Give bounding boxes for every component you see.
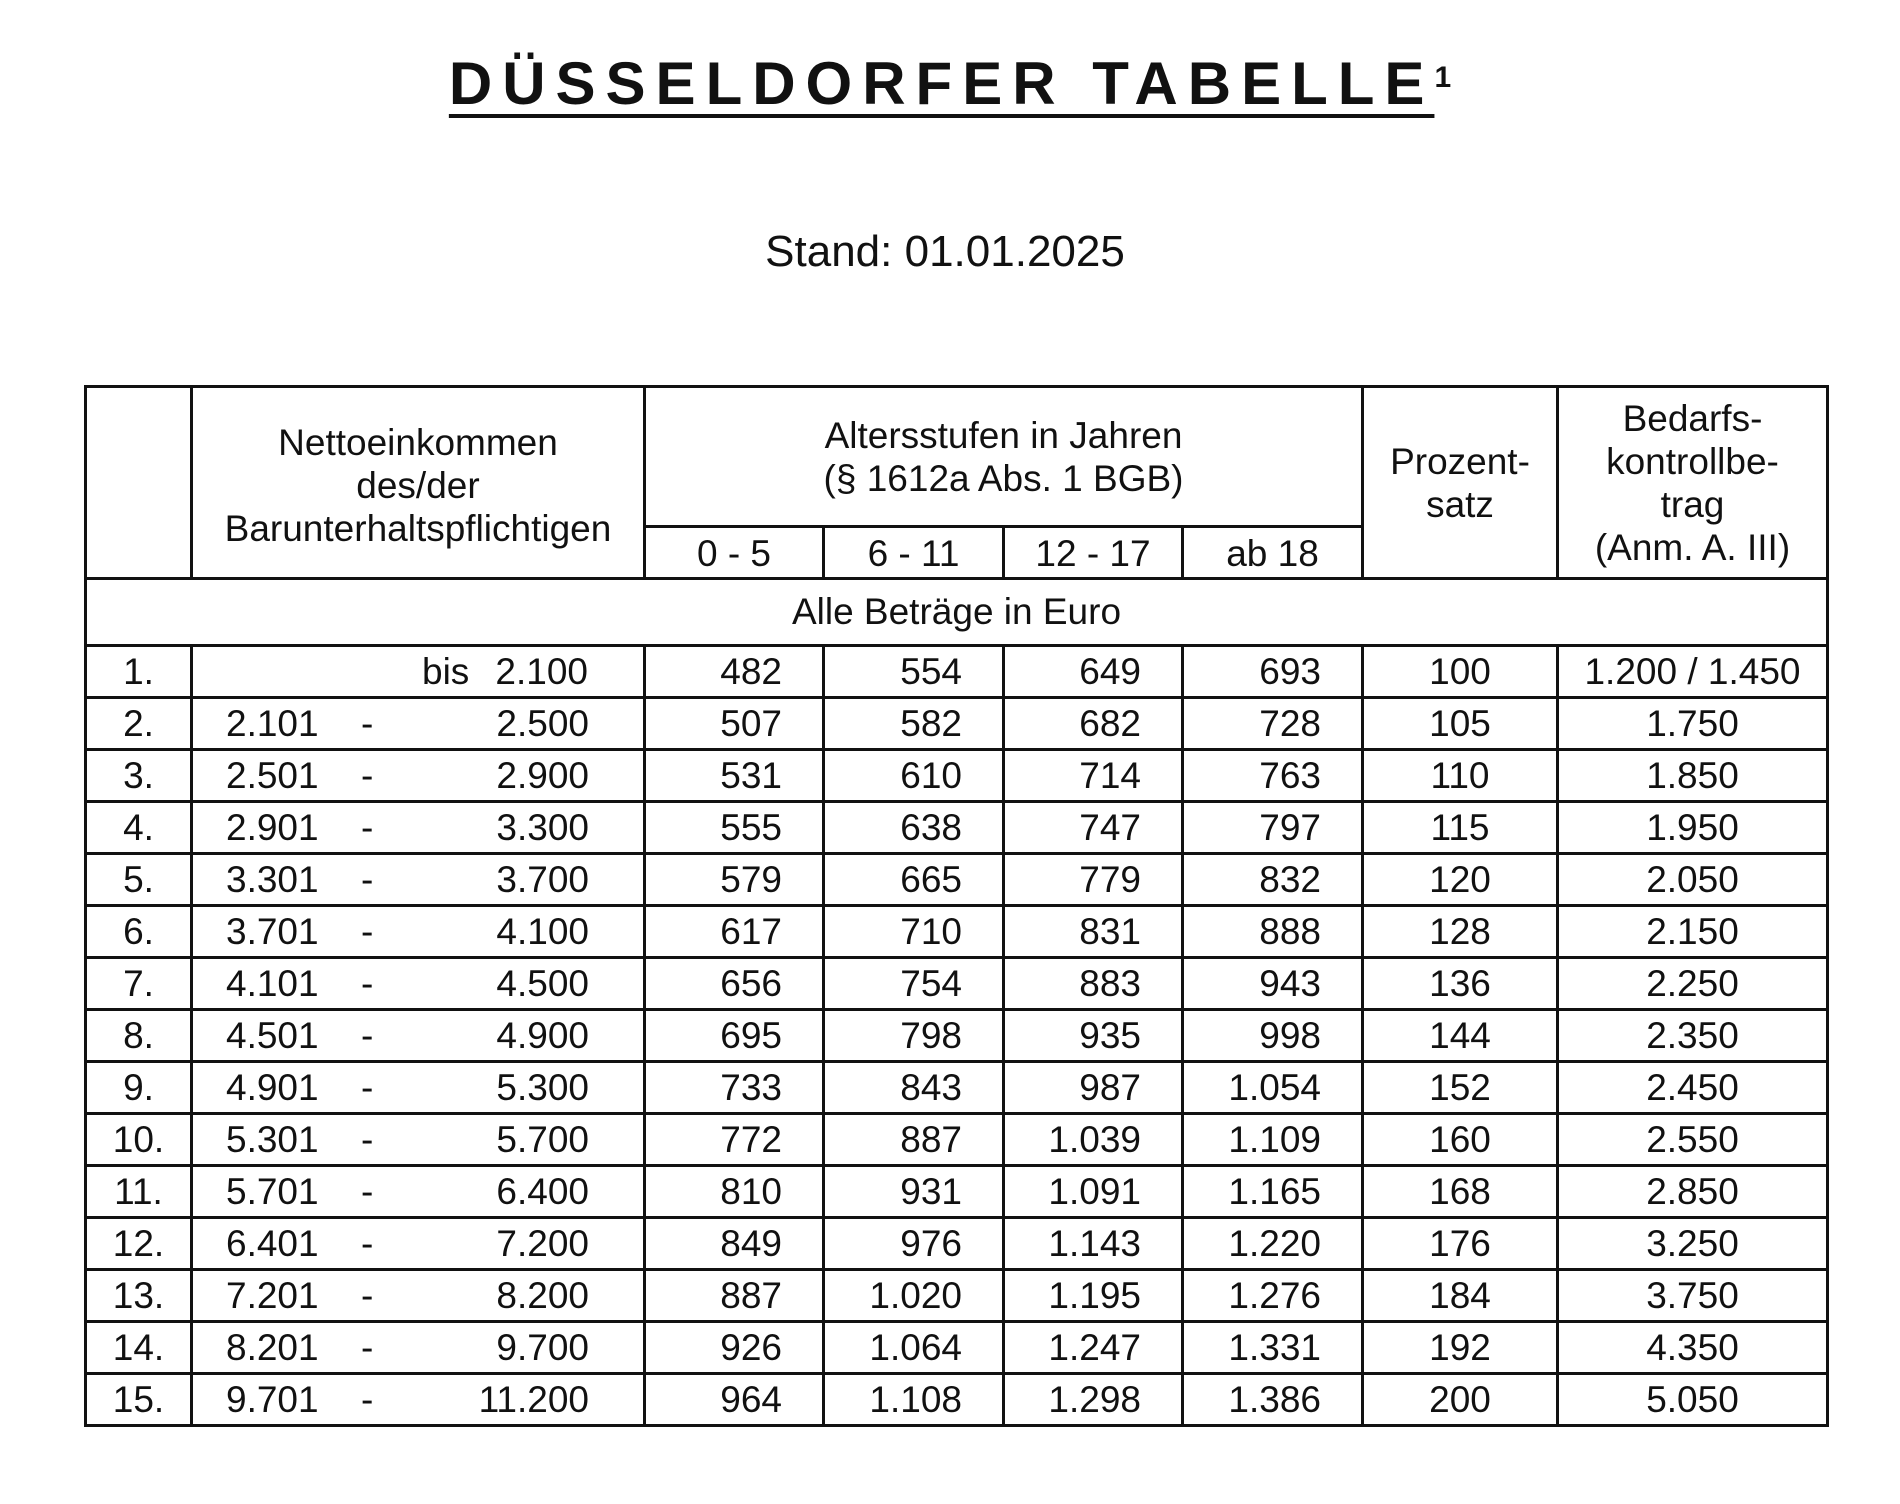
prozentsatz-value: 105 <box>1363 698 1558 750</box>
amount-age-6-11: 1.020 <box>824 1270 1004 1322</box>
bedarf-value: 2.850 <box>1558 1166 1828 1218</box>
row-number: 6. <box>86 906 192 958</box>
income-from: 2.101 <box>226 703 319 744</box>
bedarf-value: 1.950 <box>1558 802 1828 854</box>
page-title <box>0 48 1900 120</box>
amount-age-ab-18: 1.165 <box>1183 1166 1363 1218</box>
income-dash: - <box>361 1119 374 1160</box>
prozentsatz-value: 160 <box>1363 1114 1558 1166</box>
prozentsatz-value: 144 <box>1363 1010 1558 1062</box>
table-row <box>86 1374 1828 1426</box>
prozentsatz-value: 128 <box>1363 906 1558 958</box>
income-to: 5.300 <box>496 1067 589 1108</box>
header-age-line: Altersstufen in Jahren <box>824 414 1183 456</box>
amount-age-12-17: 779 <box>1004 854 1183 906</box>
title-footnote-marker: 1 <box>1434 61 1452 94</box>
prozentsatz-value: 200 <box>1363 1374 1558 1426</box>
income-to: 3.700 <box>496 859 589 900</box>
income-range-cell <box>192 1374 645 1426</box>
row-number: 7. <box>86 958 192 1010</box>
amount-age-12-17: 649 <box>1004 646 1183 698</box>
income-from: 3.301 <box>226 859 319 900</box>
income-range-cell <box>192 646 645 698</box>
header-bedarfskontrollbetrag <box>1558 387 1828 579</box>
amount-age-12-17: 1.298 <box>1004 1374 1183 1426</box>
amount-age-6-11: 710 <box>824 906 1004 958</box>
bedarf-value: 3.250 <box>1558 1218 1828 1270</box>
prozentsatz-value: 168 <box>1363 1166 1558 1218</box>
income-to: 7.200 <box>496 1223 589 1264</box>
amount-age-ab-18: 1.276 <box>1183 1270 1363 1322</box>
table-row <box>86 750 1828 802</box>
income-to: 9.700 <box>496 1327 589 1368</box>
income-range-cell <box>192 958 645 1010</box>
amount-age-12-17: 714 <box>1004 750 1183 802</box>
income-from: 3.701 <box>226 911 319 952</box>
amount-age-ab-18: 888 <box>1183 906 1363 958</box>
amount-age-ab-18: 998 <box>1183 1010 1363 1062</box>
amount-age-ab-18: 832 <box>1183 854 1363 906</box>
table-row <box>86 1218 1828 1270</box>
header-bedarf-line: (Anm. A. III) <box>1594 526 1791 568</box>
amount-age-6-11: 931 <box>824 1166 1004 1218</box>
amount-age-0-5: 964 <box>645 1374 824 1426</box>
amount-age-0-5: 810 <box>645 1166 824 1218</box>
bedarf-value: 5.050 <box>1558 1374 1828 1426</box>
income-dash: - <box>361 1327 374 1368</box>
prozentsatz-value: 192 <box>1363 1322 1558 1374</box>
income-range-cell <box>192 854 645 906</box>
income-dash: - <box>361 807 374 848</box>
prozentsatz-value: 184 <box>1363 1270 1558 1322</box>
table-row <box>86 1114 1828 1166</box>
amount-age-0-5: 733 <box>645 1062 824 1114</box>
amount-age-6-11: 1.064 <box>824 1322 1004 1374</box>
amount-age-6-11: 887 <box>824 1114 1004 1166</box>
header-age-0-5: 0 - 5 <box>645 527 824 579</box>
income-from: 4.101 <box>226 963 319 1004</box>
amount-age-ab-18: 693 <box>1183 646 1363 698</box>
bedarf-value: 2.150 <box>1558 906 1828 958</box>
bedarf-value: 2.350 <box>1558 1010 1828 1062</box>
amount-age-6-11: 976 <box>824 1218 1004 1270</box>
income-from: 9.701 <box>226 1379 319 1420</box>
income-from: 4.501 <box>226 1015 319 1056</box>
income-dash: - <box>361 963 374 1004</box>
amount-age-12-17: 1.039 <box>1004 1114 1183 1166</box>
income-range-cell <box>192 1062 645 1114</box>
prozentsatz-value: 115 <box>1363 802 1558 854</box>
income-to: 4.900 <box>496 1015 589 1056</box>
income-dash: - <box>361 1275 374 1316</box>
amount-age-12-17: 682 <box>1004 698 1183 750</box>
bedarf-value: 3.750 <box>1558 1270 1828 1322</box>
currency-note: Alle Beträge in Euro <box>86 579 1828 646</box>
amount-age-0-5: 507 <box>645 698 824 750</box>
income-dash: - <box>361 1379 374 1420</box>
amount-age-12-17: 831 <box>1004 906 1183 958</box>
amount-age-0-5: 656 <box>645 958 824 1010</box>
amount-age-6-11: 843 <box>824 1062 1004 1114</box>
header-income <box>192 387 645 579</box>
bedarf-value: 4.350 <box>1558 1322 1828 1374</box>
amount-age-0-5: 887 <box>645 1270 824 1322</box>
amount-age-ab-18: 1.109 <box>1183 1114 1363 1166</box>
amount-age-12-17: 883 <box>1004 958 1183 1010</box>
amount-age-6-11: 798 <box>824 1010 1004 1062</box>
amount-age-0-5: 579 <box>645 854 824 906</box>
income-range-cell <box>192 1270 645 1322</box>
header-prozent-line: Prozent- <box>1390 440 1530 482</box>
row-number: 15. <box>86 1374 192 1426</box>
bedarf-value: 2.050 <box>1558 854 1828 906</box>
row-number: 3. <box>86 750 192 802</box>
row-number: 4. <box>86 802 192 854</box>
income-bis: bis <box>422 651 470 692</box>
amount-age-ab-18: 1.386 <box>1183 1374 1363 1426</box>
income-from: 2.901 <box>226 807 319 848</box>
income-dash: - <box>361 911 374 952</box>
income-from: 8.201 <box>226 1327 319 1368</box>
income-dash: - <box>361 1015 374 1056</box>
amount-age-0-5: 482 <box>645 646 824 698</box>
amount-age-12-17: 1.143 <box>1004 1218 1183 1270</box>
header-income-line: Nettoeinkommen <box>278 422 558 463</box>
income-from: 5.701 <box>226 1171 319 1212</box>
header-prozentsatz <box>1363 387 1558 579</box>
income-to: 5.700 <box>496 1119 589 1160</box>
income-dash: - <box>361 1223 374 1264</box>
income-to: 4.500 <box>496 963 589 1004</box>
stand-date: Stand: 01.01.2025 <box>765 227 1125 276</box>
income-to: 8.200 <box>496 1275 589 1316</box>
amount-age-0-5: 772 <box>645 1114 824 1166</box>
amount-age-12-17: 987 <box>1004 1062 1183 1114</box>
income-to: 2.100 <box>495 651 588 692</box>
income-range-cell <box>192 1010 645 1062</box>
table-row <box>86 802 1828 854</box>
income-dash: - <box>361 1171 374 1212</box>
row-number: 9. <box>86 1062 192 1114</box>
amount-age-6-11: 610 <box>824 750 1004 802</box>
header-age-groups <box>645 387 1363 527</box>
prozentsatz-value: 176 <box>1363 1218 1558 1270</box>
header-bedarf-line: kontrollbe- <box>1606 440 1779 482</box>
income-to: 3.300 <box>496 807 589 848</box>
income-from: 5.301 <box>226 1119 319 1160</box>
income-range-cell <box>192 1322 645 1374</box>
amount-age-0-5: 695 <box>645 1010 824 1062</box>
table-row <box>86 698 1828 750</box>
bedarf-value: 2.450 <box>1558 1062 1828 1114</box>
income-from: 4.901 <box>226 1067 319 1108</box>
header-bedarf-line: Bedarfs- <box>1622 397 1763 439</box>
income-dash: - <box>361 755 374 796</box>
amount-age-ab-18: 763 <box>1183 750 1363 802</box>
table-row <box>86 646 1828 698</box>
income-from: 6.401 <box>226 1223 319 1264</box>
maintenance-table <box>84 385 1829 1427</box>
prozentsatz-value: 152 <box>1363 1062 1558 1114</box>
row-number: 8. <box>86 1010 192 1062</box>
header-age-6-11: 6 - 11 <box>824 527 1004 579</box>
header-income-line: Barunterhaltspflichtigen <box>224 508 612 549</box>
amount-age-12-17: 747 <box>1004 802 1183 854</box>
income-dash: - <box>361 1067 374 1108</box>
income-to: 4.100 <box>496 911 589 952</box>
income-dash: - <box>361 703 374 744</box>
amount-age-6-11: 554 <box>824 646 1004 698</box>
table-row <box>86 1322 1828 1374</box>
header-age-ab-18: ab 18 <box>1183 527 1363 579</box>
prozentsatz-value: 136 <box>1363 958 1558 1010</box>
bedarf-value: 2.250 <box>1558 958 1828 1010</box>
row-number: 2. <box>86 698 192 750</box>
header-nr <box>86 387 192 579</box>
income-to: 11.200 <box>478 1379 589 1420</box>
bedarf-value: 1.750 <box>1558 698 1828 750</box>
amount-age-6-11: 638 <box>824 802 1004 854</box>
currency-note-row <box>86 579 1828 646</box>
bedarf-value: 1.850 <box>1558 750 1828 802</box>
table-row <box>86 958 1828 1010</box>
row-number: 1. <box>86 646 192 698</box>
amount-age-6-11: 1.108 <box>824 1374 1004 1426</box>
amount-age-12-17: 1.247 <box>1004 1322 1183 1374</box>
amount-age-12-17: 1.195 <box>1004 1270 1183 1322</box>
amount-age-ab-18: 1.054 <box>1183 1062 1363 1114</box>
row-number: 14. <box>86 1322 192 1374</box>
table-row <box>86 1166 1828 1218</box>
income-dash: - <box>361 859 374 900</box>
bedarf-value: 2.550 <box>1558 1114 1828 1166</box>
amount-age-12-17: 935 <box>1004 1010 1183 1062</box>
amount-age-0-5: 555 <box>645 802 824 854</box>
amount-age-ab-18: 943 <box>1183 958 1363 1010</box>
row-number: 11. <box>86 1166 192 1218</box>
amount-age-ab-18: 728 <box>1183 698 1363 750</box>
amount-age-6-11: 665 <box>824 854 1004 906</box>
income-to: 6.400 <box>496 1171 589 1212</box>
table-row <box>86 1062 1828 1114</box>
row-number: 10. <box>86 1114 192 1166</box>
amount-age-ab-18: 797 <box>1183 802 1363 854</box>
income-range-cell <box>192 802 645 854</box>
income-range-cell <box>192 698 645 750</box>
table-row <box>86 854 1828 906</box>
amount-age-12-17: 1.091 <box>1004 1166 1183 1218</box>
table-row <box>86 1010 1828 1062</box>
income-range-cell <box>192 1166 645 1218</box>
header-income-line: des/der <box>356 465 480 506</box>
table-row <box>86 1270 1828 1322</box>
amount-age-0-5: 849 <box>645 1218 824 1270</box>
income-range-cell <box>192 1114 645 1166</box>
amount-age-ab-18: 1.220 <box>1183 1218 1363 1270</box>
title-text: DÜSSELDORFER TABELLE <box>448 50 1435 117</box>
amount-age-0-5: 617 <box>645 906 824 958</box>
table-row <box>86 906 1828 958</box>
income-to: 2.500 <box>496 703 589 744</box>
income-from: 2.501 <box>226 755 319 796</box>
header-prozent-line: satz <box>1426 483 1494 525</box>
bedarf-value: 1.200 / 1.450 <box>1558 646 1828 698</box>
row-number: 12. <box>86 1218 192 1270</box>
header-age-line: (§ 1612a Abs. 1 BGB) <box>823 457 1184 499</box>
row-number: 13. <box>86 1270 192 1322</box>
row-number: 5. <box>86 854 192 906</box>
income-range-cell <box>192 1218 645 1270</box>
prozentsatz-value: 120 <box>1363 854 1558 906</box>
header-age-12-17: 12 - 17 <box>1004 527 1183 579</box>
header-bedarf-line: trag <box>1660 483 1725 525</box>
amount-age-0-5: 531 <box>645 750 824 802</box>
amount-age-6-11: 582 <box>824 698 1004 750</box>
prozentsatz-value: 110 <box>1363 750 1558 802</box>
amount-age-6-11: 754 <box>824 958 1004 1010</box>
income-to: 2.900 <box>496 755 589 796</box>
income-range-cell <box>192 750 645 802</box>
amount-age-0-5: 926 <box>645 1322 824 1374</box>
income-range-cell <box>192 906 645 958</box>
prozentsatz-value: 100 <box>1363 646 1558 698</box>
income-from: 7.201 <box>226 1275 319 1316</box>
amount-age-ab-18: 1.331 <box>1183 1322 1363 1374</box>
